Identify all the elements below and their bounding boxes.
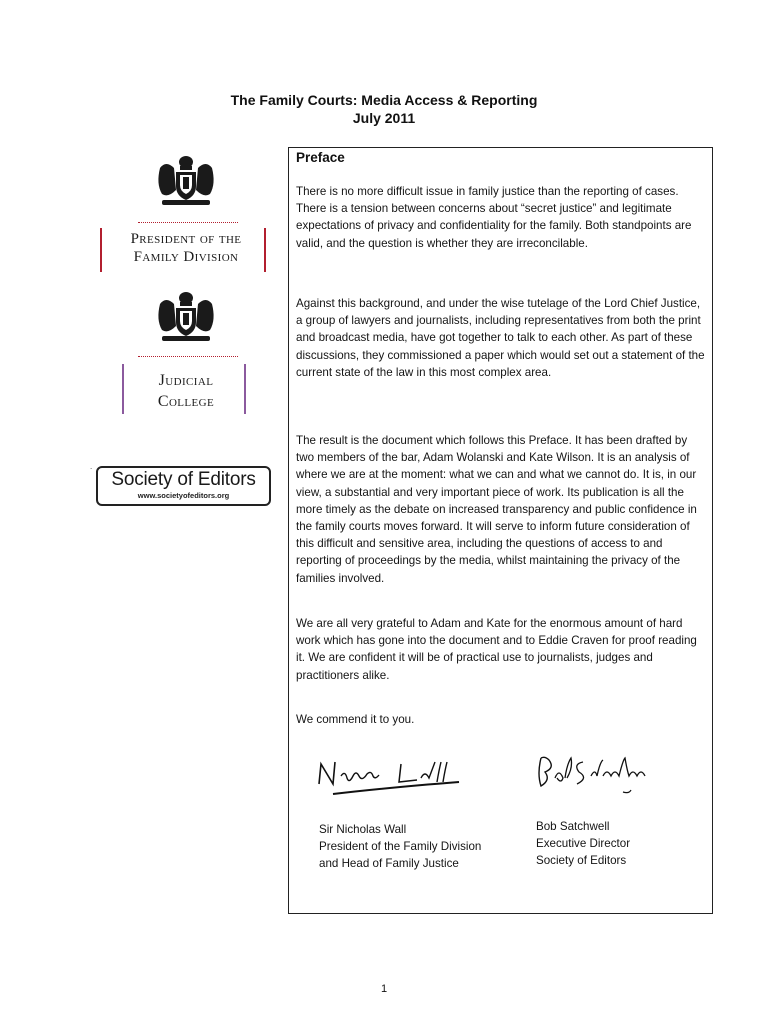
- judicial-college-logo: [96, 288, 276, 416]
- royal-crest-icon: [154, 288, 218, 346]
- signatory-name: Sir Nicholas Wall: [319, 823, 407, 836]
- signature-bob-satchwell-icon: [531, 748, 681, 800]
- dotted-divider: [138, 222, 238, 223]
- preface-paragraph: There is no more difficult issue in family justice than the reporting of cases. There is a tension between concerns about “secret justice” and legitimate expectations of privacy and confidentiality for the family. Both standpoints are valid, and the question is whether they are irreconcilable.: [296, 185, 692, 250]
- preface-box: [288, 147, 713, 914]
- preface-paragraph: We are all very grateful to Adam and Kate for the enormous amount of hard work which has gone into the document and to Eddie Craven for proof reading it. We are confident it will be of practical use to journalists, judges and practitioners alike.: [296, 617, 697, 682]
- page-number: 1: [380, 983, 388, 995]
- signatory-satchwell: [536, 818, 630, 870]
- signatory-role: Executive Director: [536, 837, 631, 851]
- title-line-1: The Family Courts: Media Access & Reporting: [230, 92, 538, 108]
- stray-mark: .: [90, 462, 93, 471]
- president-family-division-logo: [96, 152, 276, 274]
- society-of-editors-logo: [96, 466, 271, 506]
- royal-crest-icon: [154, 152, 218, 210]
- preface-paragraph: Against this background, and under the wise tutelage of the Lord Chief Justice, a group of lawyers and journalists, including representatives from both the print and broadcast media, have got together to talk to each other. As part of these discussions, they commissioned a paper which would set out a statement of the current state of the law in this most complex area.: [296, 297, 705, 379]
- signatory-role: Society of Editors: [536, 854, 627, 868]
- judicial-logo-text: Judicial College: [157, 372, 215, 410]
- preface-paragraph: We commend it to you.: [296, 713, 415, 726]
- society-name: Society of Editors: [111, 469, 256, 490]
- preface-heading: Preface: [296, 150, 345, 165]
- document-title: [0, 92, 768, 127]
- title-line-2: July 2011: [352, 109, 416, 126]
- signatory-role: President of the Family Division: [319, 840, 482, 854]
- society-url: www.societyofeditors.org: [137, 491, 230, 500]
- signatory-name: Bob Satchwell: [536, 820, 610, 833]
- signatory-wall: [319, 821, 481, 873]
- president-logo-text: President of the Family Division: [130, 231, 242, 265]
- preface-paragraph: The result is the document which follows this Preface. It has been drafted by two members of the bar, Adam Wolanski and Kate Wilson. It is an analysis of where we are at the moment: what we can and what we cannot do. It is, in our view, a substantial and very important piece of work. Its publication is all the more timely as the debate on increased transparency and public confidence in the family courts moves forward. It will serve to inform future consideration of this difficult and sensitive area, including the questions of access to and reporting of proceedings by the media, whilst maintaining the privacy of the families involved.: [296, 434, 697, 585]
- signature-nicholas-wall-icon: [313, 754, 463, 804]
- dotted-divider: [138, 356, 238, 357]
- signatory-role: and Head of Family Justice: [319, 857, 459, 871]
